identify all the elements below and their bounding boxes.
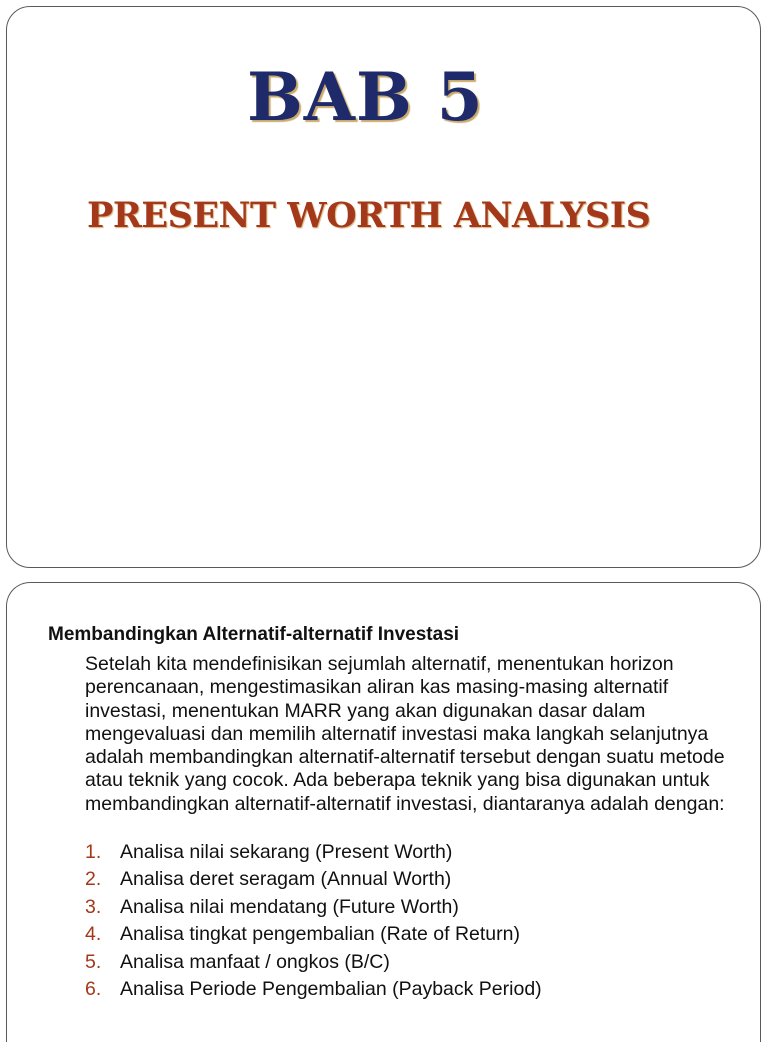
- list-item: [85, 866, 542, 893]
- list-item-number: 4.: [85, 923, 102, 946]
- list-item: [85, 976, 542, 1003]
- list-item: [85, 894, 542, 921]
- intro-paragraph: Setelah kita mendefinisikan sejumlah alternatif, menentukan horizon perencanaan, mengestimasikan aliran kas masing-masing alternatif investasi, menentukan MARR yang akan digunakan dasar dalam mengevaluasi dan memilih alternatif investasi maka langkah selanjutnya adalah membandingkan alternatif-alternatif tersebut dengan suatu metode atau teknik yang cocok. Ada beberapa teknik yang bisa digunakan untuk membandingkan alternatif-alternatif investasi, diantaranya adalah dengan:: [85, 653, 725, 815]
- method-list: [85, 839, 542, 1003]
- list-item-number: 3.: [85, 895, 102, 918]
- slide-subtitle: PRESENT WORTH ANALYSIS: [87, 195, 651, 236]
- list-item-number: 5.: [85, 950, 102, 973]
- list-item-text: Analisa nilai sekarang (Present Worth): [120, 841, 453, 863]
- title-slide: [6, 6, 761, 568]
- list-item-number: 1.: [85, 841, 102, 863]
- list-item: [85, 949, 542, 976]
- list-item: [85, 839, 542, 866]
- section-heading: Membandingkan Alternatif-alternatif Investasi: [48, 624, 460, 645]
- list-item-text: Analisa deret seragam (Annual Worth): [120, 868, 452, 891]
- list-item-text: Analisa nilai mendatang (Future Worth): [120, 895, 459, 918]
- list-item-text: Analisa tingkat pengembalian (Rate of Return): [120, 923, 520, 946]
- list-item: [85, 921, 542, 948]
- content-slide: [6, 582, 761, 1042]
- list-item-text: Analisa manfaat / ongkos (B/C): [120, 950, 390, 973]
- list-item-number: 6.: [85, 978, 102, 1001]
- chapter-title: BAB 5: [247, 58, 484, 136]
- list-item-text: Analisa Periode Pengembalian (Payback Period): [120, 978, 542, 1001]
- list-item-number: 2.: [85, 868, 102, 891]
